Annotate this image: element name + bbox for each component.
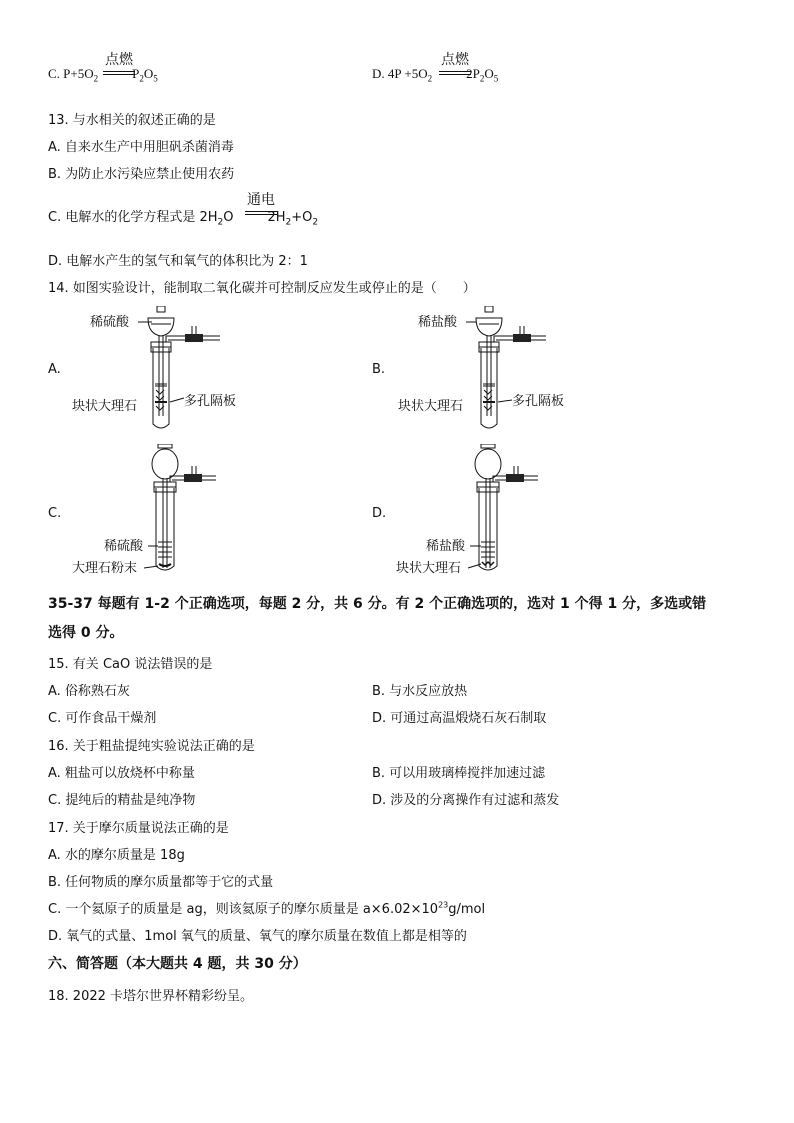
q14-option-a-letter: A. xyxy=(48,362,61,377)
q14-option-d-letter: D. xyxy=(372,506,387,521)
q14-a-acid-label: 稀硫酸 xyxy=(90,315,130,330)
q16-option-a: A. 粗盐可以放烧杯中称量 xyxy=(48,766,195,781)
q15-stem: 15. 有关 CaO 说法错误的是 xyxy=(48,657,213,672)
q15-option-c: C. 可作食品干燥剂 xyxy=(48,711,157,726)
q14-b-solid-label: 块状大理石 xyxy=(398,399,464,414)
q13-stem: 13. 与水相关的叙述正确的是 xyxy=(48,113,216,128)
q17-stem: 17. 关于摩尔质量说法正确的是 xyxy=(48,821,229,836)
q14-c-acid-label: 稀硫酸 xyxy=(104,539,144,554)
q12-d-condition: 点燃 xyxy=(441,52,469,68)
q15-option-a: A. 俗称熟石灰 xyxy=(48,684,130,699)
q12-d-equals-bar xyxy=(439,71,471,72)
q15-option-b: B. 与水反应放热 xyxy=(372,684,468,699)
q14-b-plate-label: 多孔隔板 xyxy=(512,394,565,409)
q14-b-acid-label: 稀盐酸 xyxy=(418,315,458,330)
q17-option-a: A. 水的摩尔质量是 18g xyxy=(48,848,185,863)
q16-stem: 16. 关于粗盐提纯实验说法正确的是 xyxy=(48,739,255,754)
q14-c-solid-label: 大理石粉末 xyxy=(72,561,138,576)
section-6-heading: 六、简答题（本大题共 4 题，共 30 分） xyxy=(48,956,307,972)
q12-c-condition: 点燃 xyxy=(105,52,133,68)
q14-d-acid-label: 稀盐酸 xyxy=(426,539,466,554)
section-note-line1: 35-37 每题有 1-2 个正确选项，每题 2 分，共 6 分。有 2 个正确选项的，选对 1 个得 1 分，多选或错 xyxy=(48,596,707,612)
q17-option-c: C. 一个氦原子的质量是 ag，则该氦原子的摩尔质量是 $a\times 6.02\times 10^{23}g$/mol xyxy=(48,900,486,917)
q14-apparatus-d xyxy=(392,444,602,576)
q14-apparatus-a xyxy=(60,306,270,434)
q14-a-plate-label: 多孔隔板 xyxy=(184,394,237,409)
q13-option-a: A. 自来水生产中用胆矾杀菌消毒 xyxy=(48,140,234,155)
section-note-line2: 选得 0 分。 xyxy=(48,625,124,641)
q14-stem: 14. 如图实验设计，能制取二氧化碳并可控制反应发生或停止的是（ ） xyxy=(48,281,476,296)
q16-option-b: B. 可以用玻璃棒搅拌加速过滤 xyxy=(372,766,546,781)
q14-a-solid-label: 块状大理石 xyxy=(72,399,138,414)
q14-d-solid-label: 块状大理石 xyxy=(396,561,462,576)
q13-c-condition: 通电 xyxy=(247,192,275,208)
q16-option-c: C. 提纯后的精盐是纯净物 xyxy=(48,793,196,808)
q12-c-equals-bar xyxy=(103,71,135,72)
q17-option-d: D. 氧气的式量、1mol 氧气的质量、氧气的摩尔质量在数值上都是相等的 xyxy=(48,929,467,944)
q12-option-c: C. $P+5O_2$ $P_2O_5$ xyxy=(48,66,158,84)
q14-apparatus-c xyxy=(66,444,276,576)
q13-option-d: D. 电解水产生的氢气和氧气的体积比为 2：1 xyxy=(48,254,308,269)
q12-option-d: D. $4P +5O_2$ $2P_2O_5$ xyxy=(372,66,499,84)
q15-option-d: D. 可通过高温煅烧石灰石制取 xyxy=(372,711,547,726)
q14-apparatus-b xyxy=(396,306,606,434)
q18-stem: 18. 2022 卡塔尔世界杯精彩纷呈。 xyxy=(48,989,254,1004)
q16-option-d: D. 涉及的分离操作有过滤和蒸发 xyxy=(372,793,560,808)
q14-option-b-letter: B. xyxy=(372,362,386,377)
q17-option-b: B. 任何物质的摩尔质量都等于它的式量 xyxy=(48,875,274,890)
q14-option-c-letter: C. xyxy=(48,506,62,521)
q13-option-c: C. 电解水的化学方程式是 $2H_2O$ $2H_2+O_2$ xyxy=(48,210,319,228)
q13-option-b: B. 为防止水污染应禁止使用农药 xyxy=(48,167,235,182)
q13-c-equals-bar xyxy=(245,211,277,212)
